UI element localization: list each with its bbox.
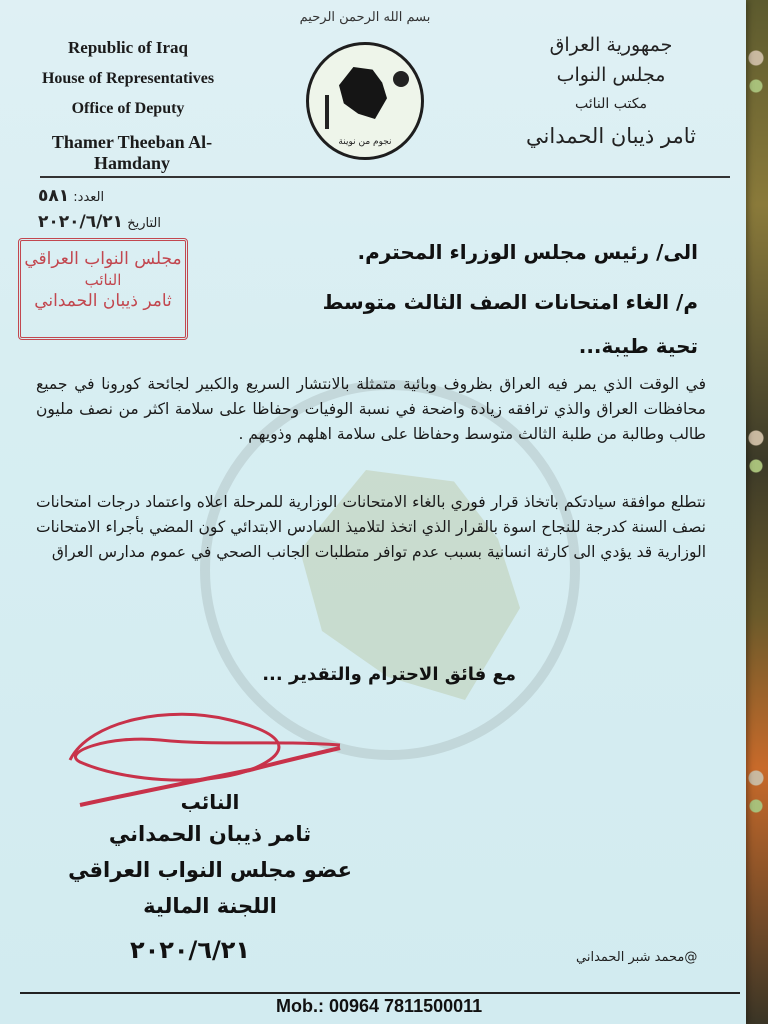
signature-committee: اللجنة المالية	[143, 894, 277, 918]
sun-icon	[393, 71, 409, 87]
letter-recipient: الى/ رئيس مجلس الوزراء المحترم.	[357, 240, 698, 264]
iraq-map-icon	[339, 67, 387, 119]
header-en-line3: Office of Deputy	[71, 100, 185, 117]
letter-greeting: تحية طيبة...	[578, 334, 698, 358]
header-ar-line2: مجلس النواب	[556, 64, 666, 86]
stamp-line3: ثامر ذيبان الحمداني	[34, 291, 172, 311]
letter-date	[38, 212, 161, 232]
watermark-handle: @محمد شبر الحمداني	[576, 950, 698, 965]
parliament-seal	[306, 42, 424, 160]
decor-dots	[744, 760, 768, 820]
footer-divider	[20, 992, 740, 994]
date-value: ٢٠٢٠/٦/٢١	[38, 212, 124, 232]
mobile-number: Mob.: 00964 7811500011	[276, 996, 483, 1016]
stamp-line2: النائب	[84, 271, 122, 289]
background-edge	[744, 0, 768, 1024]
letter-number	[38, 186, 104, 206]
decor-dots	[744, 40, 768, 100]
date-label: التاريخ	[127, 216, 161, 231]
letter-closing: مع فائق الاحترام والتقدير ...	[262, 664, 516, 685]
stamp-line1: مجلس النواب العراقي	[24, 249, 182, 269]
palm-icon	[325, 95, 329, 129]
header-en-line2: House of Representatives	[41, 70, 215, 87]
basmala: بسم الله الرحمن الرحيم	[299, 10, 431, 25]
number-value: ٥٨١	[38, 186, 70, 206]
seal-text: نجوم من نوينة	[338, 137, 392, 147]
letter-paragraph-2: نتطلع موافقة سيادتكم باتخاذ قرار فوري بالغاء الامتحانات الوزارية للمرحلة اعلاه واعتماد درجات امتحانات نصف السنة كدرجة للنجاح اسوة بالقرار الذي اتخذ لتلاميذ السادس الابتدائي كون المضي بأجراء الامتحانات الوزارية قد يؤدي الى كارثة انسانية بسبب عدم توافر متطلبات الجانب الصحي في عموم مدارس العراق	[36, 493, 706, 561]
header-ar-line3: مكتب النائب	[575, 96, 647, 112]
signature-role: عضو مجلس النواب العراقي	[68, 858, 352, 882]
letter-subject: م/ الغاء امتحانات الصف الثالث متوسط	[322, 290, 698, 314]
header-en-line1: Republic of Iraq	[68, 38, 188, 57]
header-en-line4: Thamer Theeban Al-Hamdany	[51, 132, 213, 173]
header-divider	[40, 176, 730, 178]
number-label: العدد:	[73, 190, 105, 205]
letter-paragraph-1: في الوقت الذي يمر فيه العراق بظروف وبائية متمثلة بالانتشار السريع والكبير لجائحة كورونا في جميع محافظات العراق والذي ترافقه زيادة واضحة في نسبة الوفيات وحفاظا على سلامة اكثر من نصف مليون طالب وطالبة من طلبة الثالث متوسط وحفاظا على سلامة اهلهم وذويهم .	[36, 375, 706, 443]
header-ar-line1: جمهورية العراق	[549, 34, 673, 56]
signature-date: ٢٠٢٠/٦/٢١	[129, 936, 251, 964]
signature-title: النائب	[180, 790, 240, 814]
office-stamp	[18, 238, 188, 340]
header-ar-line4: ثامر ذيبان الحمداني	[526, 124, 696, 148]
decor-dots	[744, 420, 768, 480]
signature-name: ثامر ذيبان الحمداني	[108, 822, 312, 846]
